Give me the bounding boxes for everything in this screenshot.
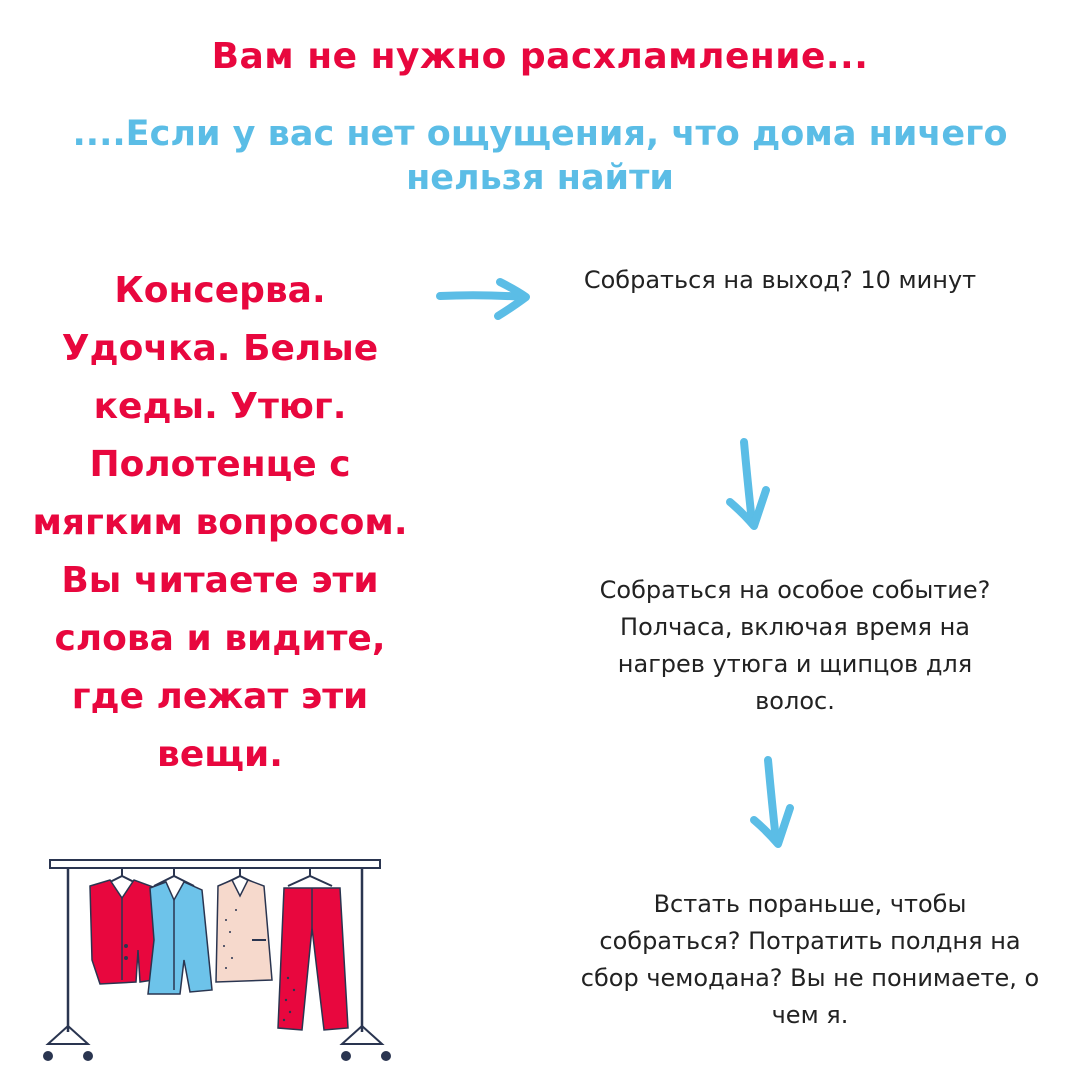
left-statement: Консерва. Удочка. Белые кеды. Утюг. Полотенце с мягким вопросом. Вы читаете эти слова и видите, где лежат эти вещи. — [32, 270, 408, 775]
page-subtitle: ....Если у вас нет ощущения, что дома ничего нельзя найти — [72, 114, 1008, 198]
arrow-down-icon — [722, 436, 782, 536]
step-one-text: Собраться на выход? 10 минут — [583, 266, 977, 294]
arrow-right-icon — [436, 276, 536, 326]
step-two-text: Собраться на особое событие? Полчаса, включая время на нагрев утюга и щипцов для волос. — [599, 576, 991, 715]
step-three-text: Встать пораньше, чтобы собраться? Потратить полдня на сбор чемодана? Вы не понимаете, о чем я. — [580, 890, 1040, 1029]
clothes-rack-icon — [40, 850, 400, 1065]
arrow-down-icon — [746, 754, 806, 854]
page-title: Вам не нужно расхламление... — [211, 36, 869, 77]
